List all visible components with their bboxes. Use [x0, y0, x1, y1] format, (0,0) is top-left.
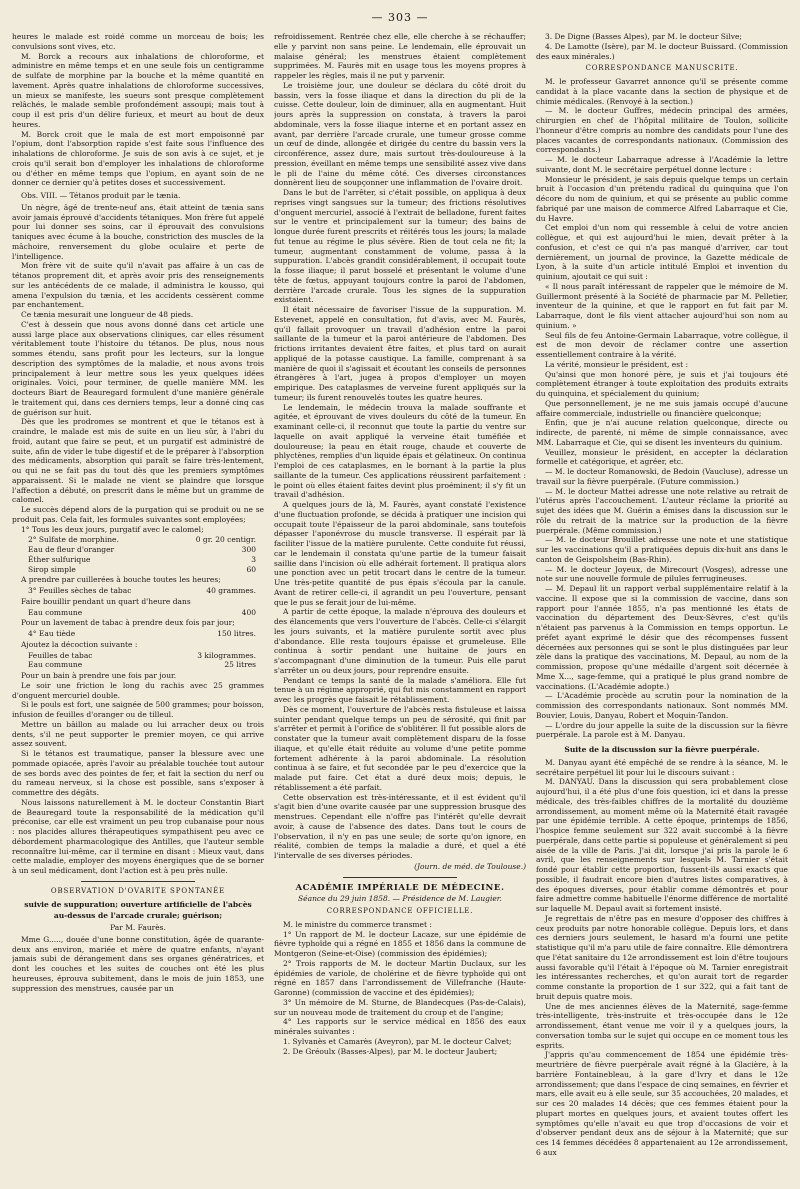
article-subtitle: suivie de suppuration; ouverture artificielle de l'abcès: [24, 899, 252, 909]
prescription-row: [28, 545, 264, 555]
subsection-title: CORRESPONDANCE MANUSCRITE.: [585, 64, 739, 73]
paragraph: 4. De Lamotte (Isère), par M. le docteur Buissard. (Commission des eaux minérales.): [536, 41, 788, 61]
paragraph: Dans le but de l'arrêter, si c'était possible, on appliqua à deux reprises vingt sangsues sur la tumeur; des frictions résolutives d'onguent mercuriel, associé à l'extrait de belladone, furent faites sur le ventre et principalement sur la tumeur; des bains de longue durée furent prescrits et réitérés tous les jours; la malade fut tenue au régime le plus sévère. Rien de tout cela ne fit; la tumeur, augmentant constamment de volume, passa à la suppuration. L'abcès grandit considérablement, il occupait toute la fosse iliaque; il parut bosselé et présentant le volume d'une tête de fœtus, appuyant toujours contre la paroi de l'abdomen, derrière l'arcade crurale. Tous les signes de la suppuration existaient.: [274, 188, 526, 305]
paragraph: C'est à dessein que nous avons donné dans cet article une aussi large place aux observations cliniques, car elles résument véritablement toute l'histoire du tétanos. De plus, nous nous sommes étendu, sans profit pour les lecteurs, sur la longue description des symptômes de la maladie, et nous avons trois principalement à leur mettre sous les yeux quelques idées originales. Voici, pour terminer, de quelle manière MM. les docteurs Biart de Beauregard formulent d'une manière générale le traitement qui, dans ces derniers temps, leur a donné cinq cas de guérison sur huit.: [12, 319, 264, 417]
paragraph: refroidissement. Rentrée chez elle, elle cherche à se réchauffer; elle y parvint non sans peine. Le lendemain, elle éprouvait un malaise général; les menstrues étaient complètement supprimées. M. Faurès mit en usage tous les moyens propres à rappeler les règles, mais il ne put y parvenir.: [274, 32, 526, 80]
paragraph: Le troisième jour, une douleur se déclara du côté droit du bassin, vers la fosse iliaque et dans la direction du pli de la cuisse. Cette douleur, loin de diminuer, alla en augmentant. Huit jours après la suppression on constata, à travers la paroi abdominale, vers la fosse iliaque interne et en portant assez en avant, par derrière l'arcade crurale, une tumeur grosse comme un œuf de dinde, allongée et dirigée du centre du bassin vers la circonférence, assez dure, mais surtout très-douloureuse à la pression, éveillant en même temps une sensibilité assez vive dans le pli de l'aine du même côté. Ces diverses circonstances donnèrent lieu de soupçonner une inflammation de l'ovaire droit.: [274, 80, 526, 188]
paragraph: — L'Académie procède au scrutin pour la nomination de la commission des correspondants nationaux. Sont nommés MM. Bouvier, Louis, Danyau, Robert et Moquin-Tandon.: [536, 691, 788, 720]
formula-note: Pour un bain à prendre une fois par jour.: [21, 671, 177, 680]
ingredient-qty: 300: [241, 545, 256, 554]
article-author: Par M. Faurès.: [110, 923, 166, 932]
formula-note: Faire bouillir pendant un quart d'heure dans: [21, 596, 191, 606]
paragraph: Dès ce moment, l'ouverture de l'abcès resta fistuleuse et laissa suinter pendant quelque temps un peu de sérosité, qui finit par s'arrêter et permit à l'orifice de s'oblitérer. Il fut possible alors de constater que la tumeur avait complètement disparu de la fosse iliaque, et qu'elle était réduite au volume d'une petite pomme fortement adhérente à la paroi abdominale. La résolution continua à se faire, et fut secondée par le peu d'exercice que la malade put faire. Cet état a duré deux mois; depuis, le rétablissement a été parfait.: [274, 704, 526, 792]
paragraph: Mettre un bâillon au malade ou lui arracher deux ou trois dents, s'il ne peut supporter le premier moyen, ce qui arrive assez souvent.: [12, 719, 264, 749]
ingredient-name: 4° Eau tiède: [28, 629, 76, 638]
section-title: ACADÉMIE IMPÉRIALE DE MÉDECINE.: [295, 882, 505, 893]
ingredient-name: Eau commune: [28, 660, 83, 670]
prescription-block: [28, 629, 264, 639]
ingredient-name: Eau commune: [28, 607, 83, 617]
paragraph: Cette observation est très-intéressante, et il est évident qu'il s'agit bien d'une ovarite causée par une suppression brusque des menstrues. Cependant elle n'offre pas l'intérêt qu'elle devrait avoir, à cause de l'absence des dates. Dans tout le cours de l'observation, il n'y en pas une seule; de sorte qu'on ignore, en réalité, combien de temps la maladie a duré, et quel a été l'intervalle de ses diverses périodes.: [274, 792, 526, 860]
prescription-block: [28, 651, 264, 671]
paragraph: Je regrettais de n'être pas en mesure d'opposer des chiffres à ceux produits par notre honorable collègue. Depuis lors, et dans ces derniers jours seulement, le hasard m'a fourni une petite statistique qu'il m'a paru utile de faire connaître. Elle démontrera que l'état sanitaire du 12e arrondissement est loin d'être toujours aussi favorable qu'il l'était à l'époque où M. Tarnier enregistrait les intéressantes recherches, et qu'on aurait tort de regarder comme constante la proportion de 1 sur 322, qui a fait tant de bruit depuis quatre mois.: [536, 913, 788, 1001]
paragraph: Une de mes anciennes élèves de la Maternité, sage-femme très-intelligente, très-instruite et très-occupée dans le 12e arrondissement, étant venue me voir il y a quelques jours, la conversation tomba sur le sujet qui occupe en ce moment tous les esprits.: [536, 1001, 788, 1050]
paragraph: M. le ministre du commerce transmet :: [283, 919, 432, 929]
ingredient-qty: 25 litres: [224, 660, 256, 670]
paragraph: Le soir une friction le long du rachis avec 25 grammes d'onguent mercuriel double.: [12, 680, 264, 700]
ingredient-qty: 3: [251, 554, 256, 564]
paragraph: Que personnellement, je ne me suis jamais occupé d'aucune affaire commerciale, industrielle ou financière quelconque;: [536, 398, 788, 418]
prescription-row: [28, 586, 264, 596]
paragraph: Si le tétanos est traumatique, panser la blessure avec une pommade opiacée, après l'avoir au préalable touchée tout autour de ses bords avec des pointes de fer, et fait la section du nerf ou du rameau nerveux, si la chose est possible, sans s'exposer à commettre des dégâts.: [12, 749, 264, 797]
paragraph: M. le professeur Gavarret annonce qu'il se présente comme candidat à la place vacante dans la section de physique et de chimie médicales. (Renvoyé à la section.): [536, 77, 788, 106]
prescription-row: [28, 660, 264, 670]
paragraph: Nous laissons naturellement à M. le docteur Constantin Biart de Beauregard toute la responsabilité de la médication qu'il préconise, car elle est vraiment un peu trop cubanaise pour nous : nos placides allures thérapeutiques sympathisent peu avec ce débordement pharmacologique des Antilles, que l'auteur semble reconnaître lui-même, car il termine en disant : Mieux vaut, dans cette maladie, employer des moyens énergiques que de se borner à un seul médicament, dont l'action est à peu près nulle.: [12, 797, 264, 875]
paragraph: Si le pouls est fort, une saignée de 500 grammes; pour boisson, infusion de feuilles d'oranger ou de tilleul.: [12, 700, 264, 719]
session-date: Séance du 29 juin 1858. — Présidence de M. Laugier.: [298, 894, 502, 904]
prescription-row: [28, 565, 264, 575]
ingredient-name: Feuilles de tabac: [28, 650, 93, 660]
paragraph: 3. De Digne (Basses Alpes), par M. le docteur Silve;: [545, 32, 742, 41]
prescription-row: [28, 608, 264, 618]
paragraph: A quelques jours de là, M. Faurès, ayant constaté l'existence d'une fluctuation profonde, se décida à pratiquer une incision qui occupait toute l'épaisseur de la paroi abdominale, sans toutefois dépasser l'aponévrose du muscle transverse. Il espérait par là faciliter l'issue de la matière purulente. Cette conduite fut réussi, car le lendemain il constata qu'une partie de la tumeur faisait saillie dans l'incision où elle adhérait fortement. Il pratiqua alors une ponction avec un petit trocart dans le centre de la tumeur. Une très-petite quantité de pus épais s'écoula par la canule. Avant de retirer celle-ci, il agrandit un peu l'ouverture, pensant que le pus se ferait jour de lui-même.: [274, 500, 526, 607]
paragraph: — M. le docteur Mattei adresse une note relative au retrait de l'utérus après l'accouchement. L'auteur réclame la priorité au sujet des idées que M. Guérin a émises dans la discussion sur le rôle du retrait de la matrice sur la production de la fièvre puerpérale. (Même commission.): [536, 486, 788, 535]
paragraph: — M. le docteur Joyeux, de Mirecourt (Vosges), adresse une note sur une nouvelle formule de pilules ferrugineuses.: [536, 564, 788, 584]
column-2: [274, 32, 526, 1182]
ingredient-name: Sirop simple: [28, 564, 76, 574]
paragraph: 1. Sylvanès et Camarès (Aveyron), par M. le docteur Calvet;: [283, 1036, 512, 1046]
paragraph: — M. le docteur Romanowski, de Bedoin (Vaucluse), adresse un travail sur la fièvre puerpérale. (Future commission.): [536, 467, 788, 486]
column-1: [12, 32, 264, 1182]
ingredient-qty: 3 kilogrammes.: [197, 650, 256, 660]
formula-note: Ajoutez la décoction suivante :: [21, 639, 138, 649]
paragraph: Monsieur le président, je sais depuis quelque temps un certain bruit à l'occasion d'un prétendu radical du quinquina que l'on décore du nom de quinium, et qui se présente au public comme fabriqué par une maison de commerce Alfred Labarraque et Cie, du Havre.: [536, 174, 788, 223]
paragraph: — M. Depaul lit un rapport verbal supplémentaire relatif à la vaccine. Il expose que si la commission de vaccine, dans son rapport pour l'année 1855, n'a pas mentionné les états de vaccination du département des Deux-Sèvres, c'est qu'ils n'étaient pas parvenus à la Commission en temps opportun. Le préfet ayant exprimé le désir que des récompenses fussent décernées aux personnes qui se sont le plus distinguées par leur zèle dans la pratique des vaccinations, M. Depaul, au nom de la commission, propose qu'une médaille d'argent soit décernée à Mme X..., sage-femme, qui a pratiqué le plus grand nombre de vaccinations. (L'Académie adopte.): [536, 584, 788, 691]
ingredient-qty: 400: [241, 607, 256, 617]
prescription-block: [28, 586, 264, 596]
paragraph: Qu'ainsi que mon honoré père, je suis et j'ai toujours été complètement étranger à toute exploitation des produits extraits du quinquina, et spécialement du quinium;: [536, 369, 788, 398]
paragraph: Il était nécessaire de favoriser l'issue de la suppuration. M. Estevenet, appelé en consultation, fut d'avis, avec M. Faurès, qu'il fallait provoquer un travail d'adhésion entre la paroi saillante de la tumeur et la paroi antérieure de l'abdomen. Des frictions irritantes devaient être faites, et plus tard on aurait appliqué de la potasse caustique. La famille, comprenant à sa manière de quoi il s'agissait et écoutant les conseils de personnes étrangères à l'art, jugea à propos d'employer un moyen empirique. Des cataplasmes de verveine furent appliqués sur la tumeur; ils furent renouvelés toutes les quatre heures.: [274, 305, 526, 402]
page-number: — 303 —: [371, 11, 429, 24]
ingredient-name: Éther sulfurique: [28, 554, 91, 564]
prescription-row: [28, 555, 264, 565]
paragraph: 3° Un mémoire de M. Sturne, de Blandecques (Pas-de-Calais), sur un nouveau mode de traitement du croup et de l'angine;: [274, 997, 526, 1017]
prescription-row: [28, 651, 264, 661]
paragraph: 2° Trois rapports de M. le docteur Martin Duclaux, sur les épidémies de variole, de cholérine et de fièvre typhoïde qui ont régné en 1857 dans l'arrondissement de Villefranche (Haute-Garonne) (commission de vaccine et des épidémies);: [274, 958, 526, 997]
ingredient-qty: 150 litres.: [217, 629, 256, 638]
formula-note: A prendre par cuillerées à bouche toutes les heures;: [21, 575, 221, 585]
paragraph: Enfin, que je n'ai aucune relation quelconque, directe ou indirecte, de parenté, ni même de simple connaissance, avec MM. Labarraque et Cie, qui se disent les inventeurs du quinium.: [536, 418, 788, 447]
formula-note: Pour un lavement de tabac à prendre deux fois par jour;: [21, 618, 235, 628]
ingredient-qty: 40 grammes.: [206, 586, 256, 595]
article-title: OBSERVATION D'OVARITE SPONTANÉE: [50, 886, 226, 895]
paragraph: Le lendemain, le médecin trouva la malade souffrante et agitée, et éprouvant de vives douleurs du côté de la tumeur. En examinant celle-ci, il reconnut que toute la partie du ventre sur laquelle on avait appliqué la verveine était tuméfiée et douloureuse; la peau en était rouge, chaude et couverte de phlyctènes, remplies d'un liquide épais et gélatineux. On continua l'emploi de ces cataplasmes, en le bornant à la partie la plus saillante de la tumeur. Ces applications réussirent parfaitement : le point où elles étaient faites devint plus proéminent; il s'y fit un travail d'adhésion.: [274, 402, 526, 500]
paragraph: M. DANYAU. Dans la discussion qui sera probablement close aujourd'hui, il a été plus d'une fois question, ici et dans la presse médicale, des très-faibles chiffres de la mortalité du douzième arrondissement, au moment même où la Maternité était ravagée par une épidémie terrible. A cette époque, printemps de 1856, l'hospice femme seulement sur 322 avait succombé à la fièvre puerpérale, dans cette partie si populeuse et généralement si peu aisée de la ville de Paris. J'ai dit, lorsque j'ai pris la parole le 6 avril, que les renseignements sur lesquels M. Tarnier s'était fondé pour établir cette proportion, fussent-ils aussi exacts que possible, il faudrait encore bien d'autres listes comparatives, à des époques diverses, pour établir comme démontrés et pour faire admettre comme habituelle l'énorme différence de mortalité sur laquelle M. Depaul avait si fortement insisté.: [536, 777, 788, 913]
paragraph: Dès que les prodromes se montrent et que le tétanos est à craindre, le malade est mis de suite en un lieu sûr, à l'abri du froid, autant que faire se peut, et un purgatif est administré de suite, afin de vider le tube digestif et de le préparer à l'absorption des médicaments, absorption qui paraît se faire très-lentement, ou qui ne se fait pas du tout dès que les premiers symptômes apparaissent. Si le malade ne vient se plaindre que lorsque l'affection a débuté, on prescrit dans le même but un gramme de calomel.: [12, 417, 264, 505]
paragraph: 2. De Gréoulx (Basses-Alpes), par M. le docteur Jaubert;: [283, 1046, 498, 1056]
paragraph: — L'ordre du jour appelle la suite de la discussion sur la fièvre puerpérale. La parole est à M. Danyau.: [536, 720, 788, 740]
paragraph: M. Borck a recours aux inhalations de chloroforme, et administre en même temps et en une seule fois un centigramme de sulfate de morphine par la bouche et la même quantité en lavement. Après quatre inhalations de chloroforme successives, un mieux se manifeste, les sueurs sont presque complètement relâchés, le malade semble profondément assoupi; mais tout à coup il est pris d'un délire furieux, et meurt au bout de deux heures.: [12, 51, 264, 129]
prescription-row: [28, 535, 264, 545]
paragraph: — M. le docteur Guffres, médecin principal des armées, chirurgien en chef de l'hôpital militaire de Toulon, sollicite l'honneur d'être compris au nombre des candidats pour l'une des places vacantes de correspondants nationaux. (Commission des correspondants.): [536, 106, 788, 155]
paragraph: Pendant ce temps la santé de la malade s'améliora. Elle fut tenue à un régime approprié, qui fut mis constamment en rapport avec les progrès que faisait le rétablissement.: [274, 675, 526, 704]
source-citation: (Journ. de méd. de Toulouse.): [414, 861, 526, 871]
subsection-title: CORRESPONDANCE OFFICIELLE.: [326, 907, 474, 915]
paragraph: Mon frère vit de suite qu'il n'avait pas affaire à un cas de tétanos proprement dit, et après avoir pris des renseignements sur les antécédents de ce malade, il administra le kousso, qui amena l'expulsion du tænia, et les accidents cessèrent comme par enchantement.: [12, 261, 264, 310]
paragraph: Veuillez, monsieur le président, en accepter la déclaration formelle et catégorique, et agréer, etc.: [536, 447, 788, 467]
paragraph: Cet emploi d'un nom qui ressemble à celui de votre ancien collègue, et qui est aujourd'hui le mien, devait prêter à la confusion, et c'est ce qui n'a pas manqué d'arriver, car tout dernièrement, un journal de province, la Gazette médicale de Lyon, à la suite d'un article intitulé Emploi et invention du quinium, ajoutait ce qui suit :: [536, 223, 788, 281]
paragraph: La vérité, monsieur le président, est :: [545, 359, 689, 369]
section-divider: [81, 881, 194, 882]
formula-label: 1° Tous les deux jours, purgatif avec le calomel;: [21, 524, 204, 534]
ingredient-name: 3° Feuilles sèches de tabac: [28, 586, 132, 595]
ingredient-qty: 0 gr. 20 centigr.: [195, 535, 256, 545]
paragraph: — M. le docteur Brouillet adresse une note et une statistique sur les vaccinations qu'il a pratiquées depuis dix-huit ans dans le canton de Geispolsheim (Bas-Rhin).: [536, 535, 788, 564]
paragraph: « Il nous paraît intéressant de rappeler que le mémoire de M. Guillermont présenté à la Société de pharmacie par M. Pelletier, inventeur de la quinine, et que le rapport en fut fait par M. Labarraque, dont le fils vient attacher aujourd'hui son nom au quinium. »: [536, 281, 788, 330]
paragraph: Le succès dépend alors de la purgation qui se produit ou ne se produit pas. Cela fait, les formules suivantes sont employées;: [12, 505, 264, 524]
paragraph: Un nègre, âgé de trente-neuf ans, était atteint de tænia sans avoir jamais éprouvé d'accidents tétaniques. Mon frère fut appelé pour lui donner ses soins, car il éprouvait des convulsions taniques avec écume à la bouche, constriction des muscles de la mâchoire, renversement du globe oculaire et perte de l'intelligence.: [12, 202, 264, 261]
paragraph: 1° Un rapport de M. le docteur Lacaze, sur une épidémie de fièvre typhoïde qui a régné en 1855 et 1856 dans la commune de Montgeron (Seine-et-Oise) (commission des épidémies);: [274, 929, 526, 958]
paragraph: J'appris qu'au commencement de 1854 une épidémie très-meurtrière de fièvre puerpérale avait régné à la Glacière, à la barrière Fontainebleau, à la gare d'Ivry et dans le 12e arrondissement; que dans l'espace de cinq semaines, en février et mars, elle avait eu à elle seule, sur 35 accouchées, 20 malades, et sur ces 20 malades 14 décès; que ces femmes étaient pour la plupart mortes en quelques jours, et avaient toutes offert les symptômes qu'elle n'avait eu que trop d'occasions de voir et d'observer pendant deux ans de séjour à la Maternité; que sur ces 14 femmes décédées 8 appartenaient au 12e arrondissement, 6 aux: [536, 1050, 788, 1157]
paragraph: — M. le docteur Labarraque adresse à l'Académie la lettre suivante, dont M. le secrétaire perpétuel donne lecture :: [536, 155, 788, 174]
section-divider: [343, 877, 456, 878]
ingredient-name: 2° Sulfate de morphine.: [28, 535, 119, 545]
prescription-block: [28, 535, 264, 574]
article-subtitle: au-dessus de l'arcade crurale; guérison;: [53, 911, 223, 921]
paragraph: M. Borck croit que le mala de est mort empoisonné par l'opium, dont l'absorption rapide s'est faite sous l'influence des inhalations de chloroforme. Je suis de son avis à ce sujet, et je crois qu'il serait bon d'employer les inhalations de chloroforme ou d'éther en même temps que l'opium, en ayant soin de ne donner ce dernier qu'à petites doses et successivement.: [12, 129, 264, 188]
prescription-block: [28, 608, 264, 618]
columns: [12, 32, 788, 1182]
paragraph: Ce tænia mesurait une longueur de 48 pieds.: [21, 310, 194, 319]
ingredient-name: Eau de fleur d'oranger: [28, 545, 115, 554]
observation-heading: Obs. VIII. — Tétanos produit par le tænia.: [21, 191, 181, 200]
paragraph: Mme G....., douée d'une bonne constitution, âgée de quarante-deux ans environ, mariée et mère de quatre enfants, n'ayant jamais subi de dérangement dans ses organes génératrices, et dont les couches et les suites de couches ont été les plus heureuses, éprouva subitement, dans le mois de juin 1853, une suppression des menstrues, causée par un: [12, 934, 264, 993]
prescription-row: [28, 629, 264, 639]
paragraph: 4° Les rapports sur le service médical en 1856 des eaux minérales suivantes :: [274, 1017, 526, 1036]
paragraph: heures le malade est roidé comme un morceau de bois; les convulsions sont vives, etc.: [12, 32, 264, 51]
paragraph: Seul fils de feu Antoine-Germain Labarraque, votre collègue, il est de mon devoir de réclamer contre une assertion essentiellement contraire à la vérité.: [536, 330, 788, 359]
subsection-title: Suite de la discussion sur la fièvre puerpérale.: [564, 745, 760, 754]
paragraph: A partir de cette époque, la malade n'éprouva des douleurs et des élancements que vers l'ouverture de l'abcès. Celle-ci s'élargit les jours suivants, et la matière purulente sortit avec plus d'abondance. Elle resta toujours épaisse et grumeleuse. Elle continua à sortir pendant une huitaine de jours en s'accompagnant d'une diminution de la tumeur. Puis elle parut s'arrêter un ou deux jours, pour reprendre ensuite.: [274, 607, 526, 675]
column-3: [536, 32, 788, 1182]
paragraph: M. Danyau ayant été empêché de se rendre à la séance, M. le secrétaire perpétuel lit pour lui le discours suivant :: [536, 757, 788, 777]
ingredient-qty: 60: [246, 564, 256, 574]
